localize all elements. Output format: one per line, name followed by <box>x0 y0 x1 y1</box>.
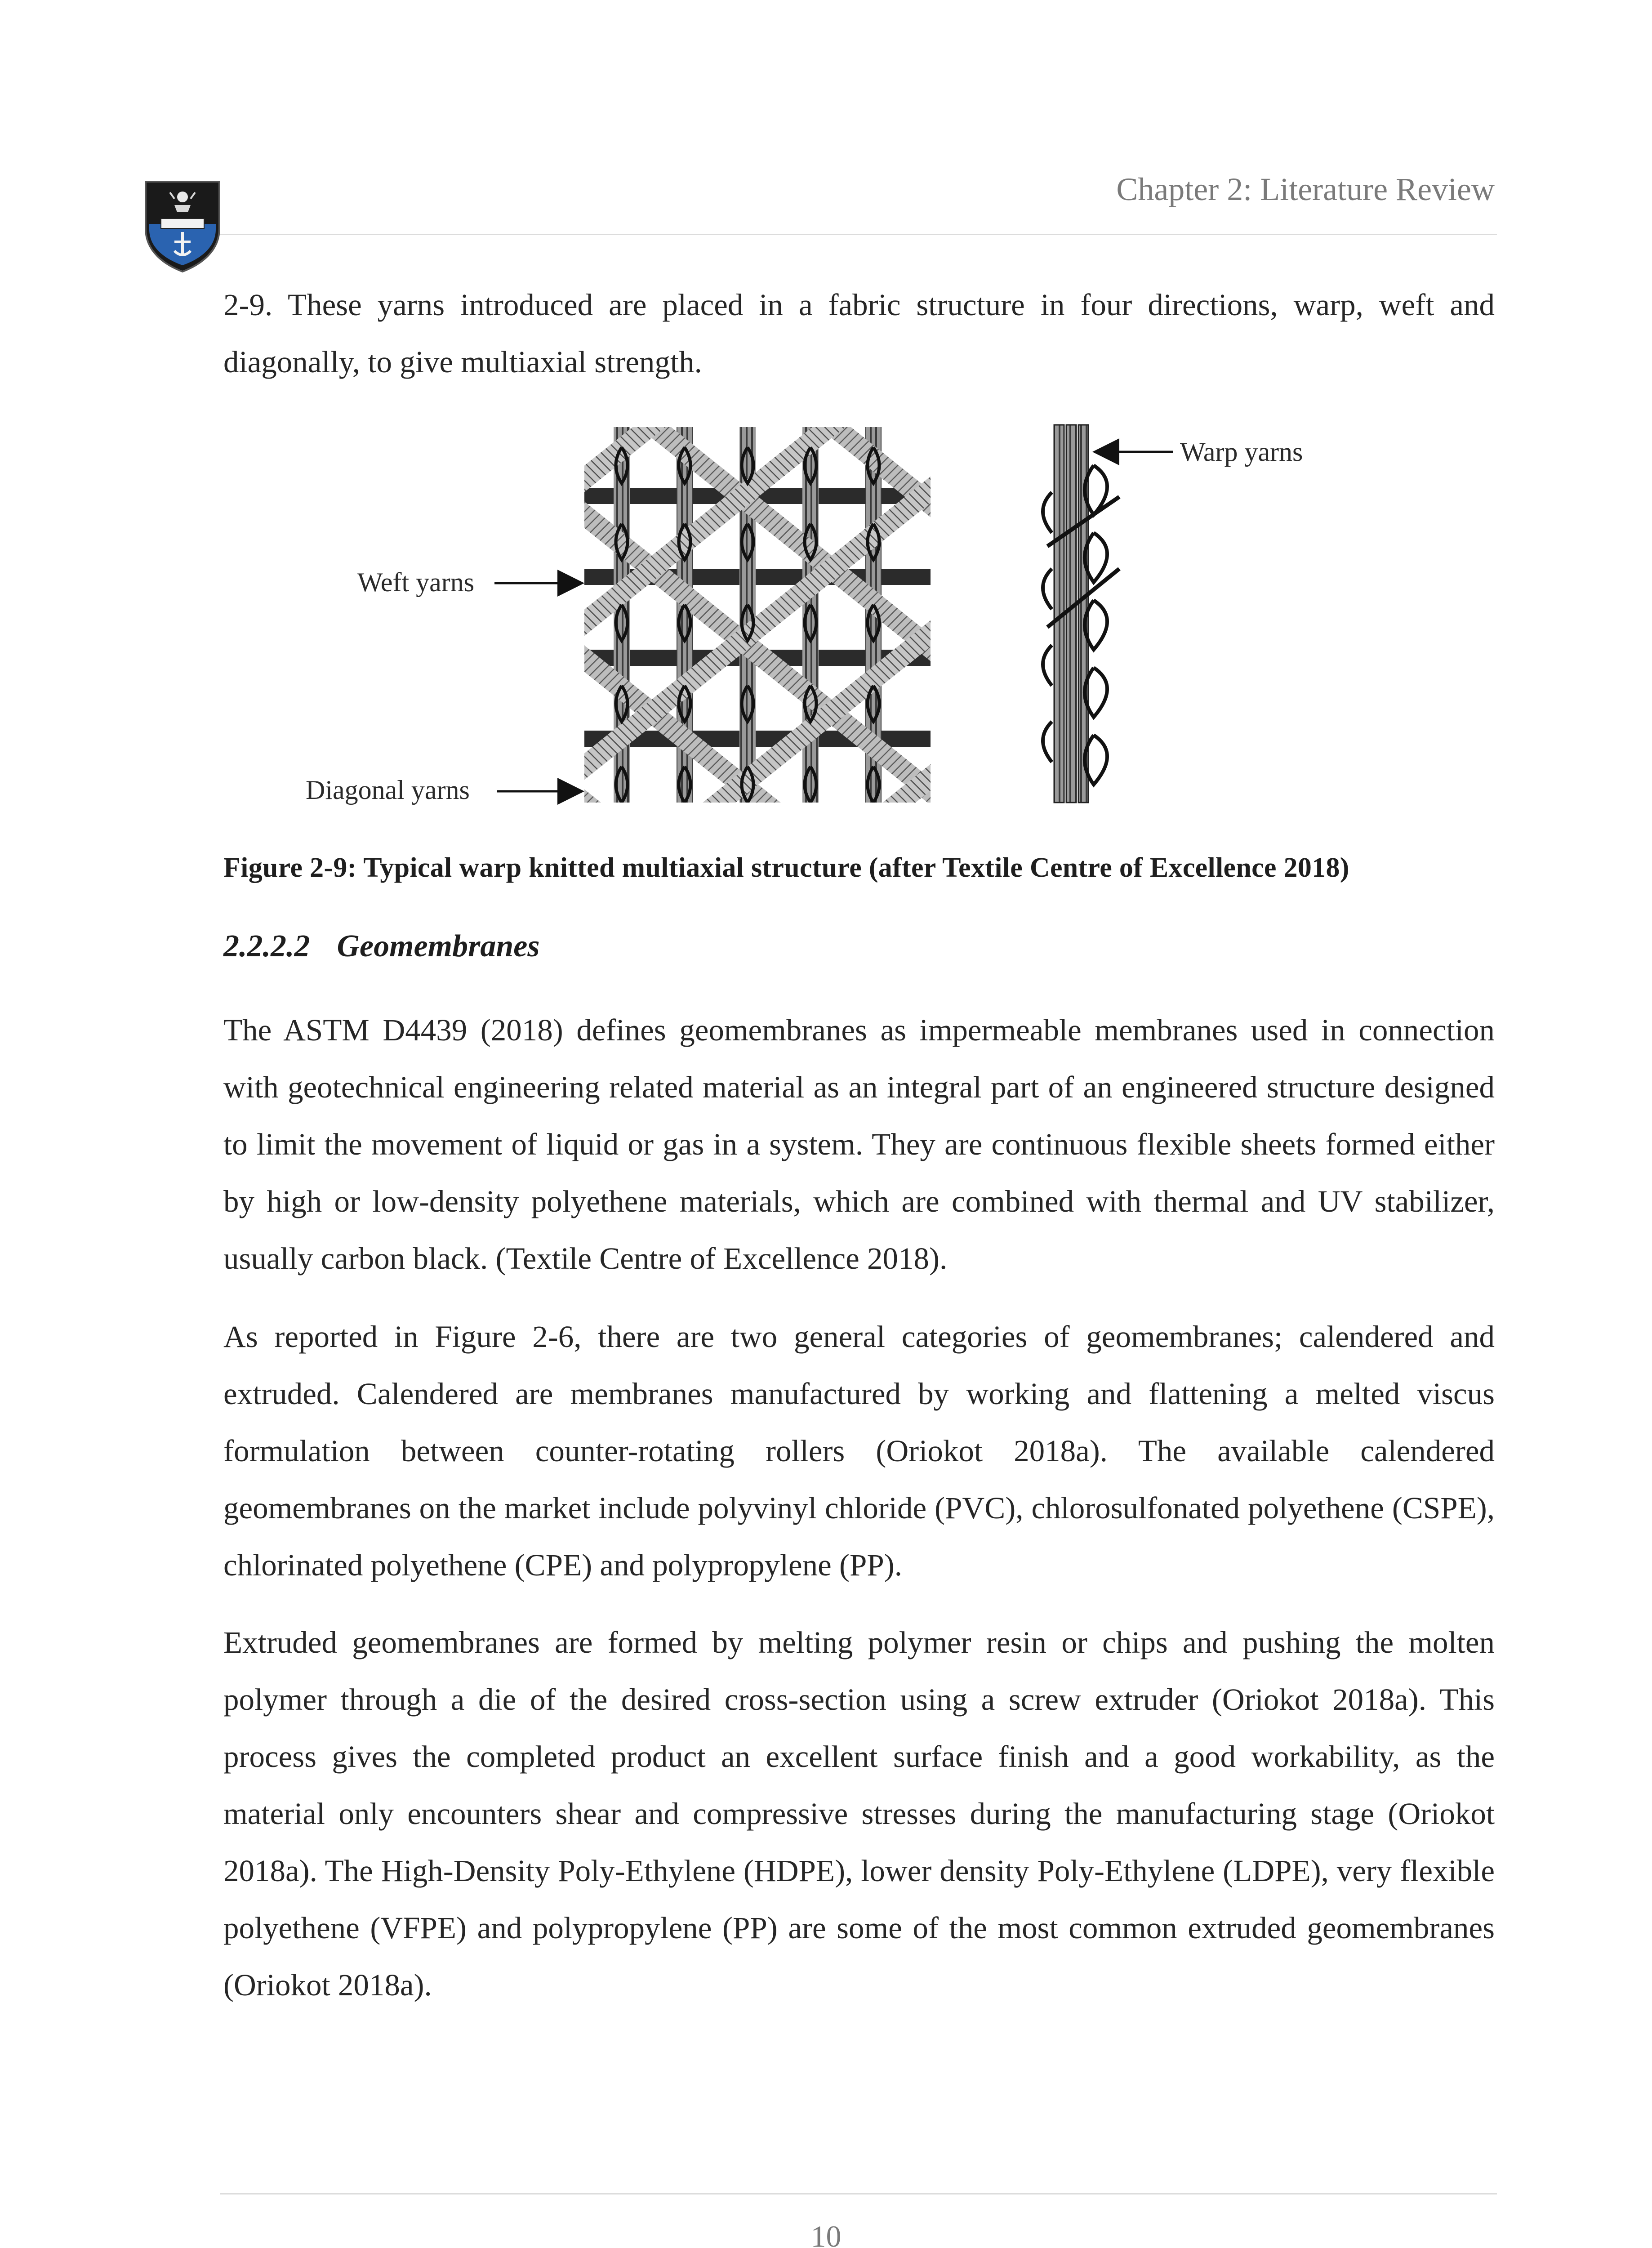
section-heading <box>223 928 540 964</box>
section-number: 2.2.2.2 <box>223 929 310 963</box>
page-number: 10 <box>810 2219 842 2248</box>
paragraph-calendered: As reported in Figure 2-6, there are two general categories of geomembranes; calendered and extruded. Calendered are membranes manufactured by working and flattening a melted viscus formulation between counter-rotating rollers (Oriokot 2018a). The available calendered geomembranes on the market include polyvinyl chloride (PVC), chlorosulfonated polyethene (CSPE), chlorinated polyethene (CPE) and polypropylene (PP). <box>223 1320 1495 1582</box>
weft-yarns-label-group <box>357 567 580 597</box>
running-header-title: Chapter 2: Literature Review <box>1116 171 1495 207</box>
footer-divider <box>220 2193 1497 2194</box>
weft-yarns-label: Weft yarns <box>357 567 475 597</box>
fabric-side-view <box>1043 425 1119 803</box>
warp-yarns-label: Warp yarns <box>1180 437 1303 467</box>
diagonal-yarns-label-group <box>306 775 580 805</box>
figure-caption: Figure 2-9: Typical warp knitted multiaxial structure (after Textile Centre of Excellence 2018) <box>223 852 1349 883</box>
diagonal-yarns-label: Diagonal yarns <box>306 775 470 805</box>
paragraph-definition: The ASTM D4439 (2018) defines geomembranes as impermeable membranes used in connection with geotechnical engineering related material as an integral part of an engineered structure designed to limit the movement of liquid or gas in a system. They are continuous flexible sheets formed either by high or low-density polyethene materials, which are combined with thermal and UV stabilizer, usually carbon black. (Textile Centre of Excellence 2018). <box>223 1013 1495 1276</box>
intro-paragraph: 2-9. These yarns introduced are placed in a fabric structure in four directions, warp, weft and diagonally, to give multiaxial strength. <box>223 288 1495 379</box>
section-title: Geomembranes <box>337 929 540 963</box>
multiaxial-structure-figure <box>292 420 1358 825</box>
university-crest-logo <box>143 179 222 273</box>
warp-yarns-label-group <box>1097 437 1303 467</box>
header-divider <box>220 234 1497 235</box>
fabric-lattice <box>517 420 966 825</box>
paragraph-extruded: Extruded geomembranes are formed by melting polymer resin or chips and pushing the molten polymer through a die of the desired cross-section using a screw extruder (Oriokot 2018a). This process gives the completed product an excellent surface finish and a good workability, as the material only encounters shear and compressive stresses during the manufacturing stage (Oriokot 2018a). The High-Density Poly-Ethylene (HDPE), lower density Poly-Ethylene (LDPE), very flexible polyethene (VFPE) and polypropylene (PP) are some of the most common extruded geomembranes (Oriokot 2018a). <box>223 1625 1495 2002</box>
